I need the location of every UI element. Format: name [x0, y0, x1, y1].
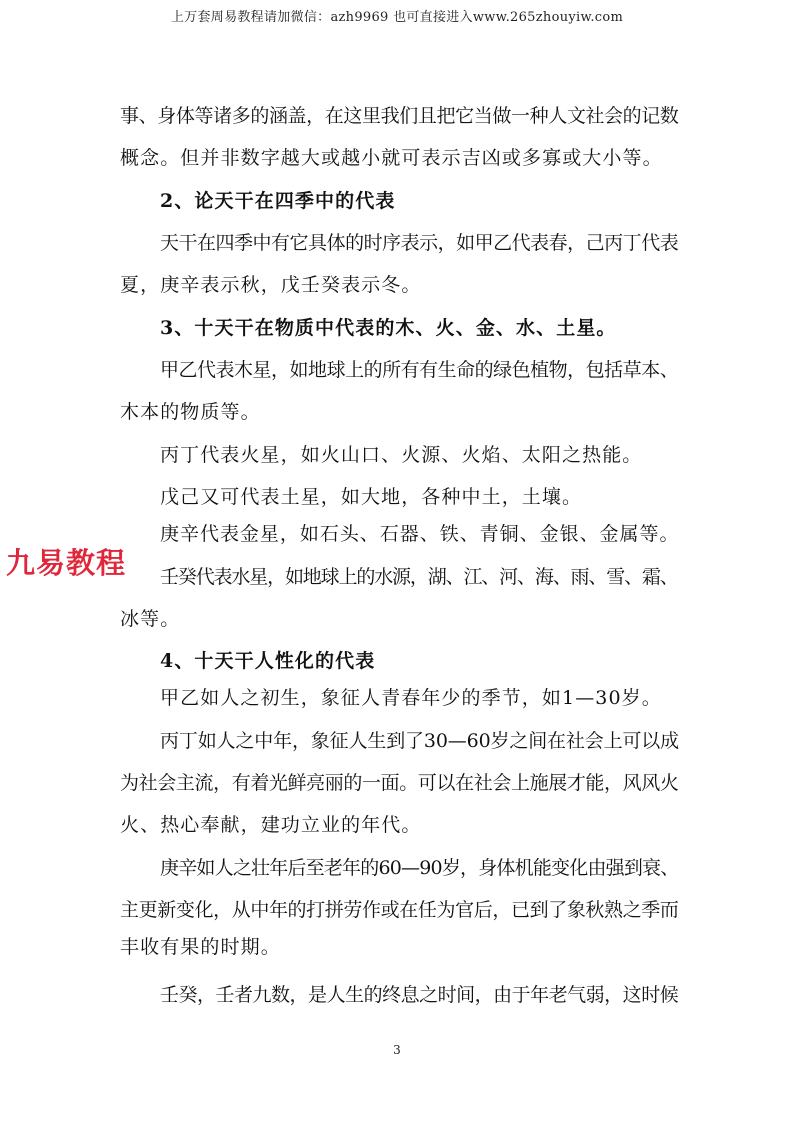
watermark-logo: 九易教程: [6, 546, 127, 580]
body-line: 丙丁代表火星，如火山口、火源、火焰、太阳之热能。: [160, 444, 643, 466]
body-line: 壬癸，壬者九数，是人生的终息之时间，由于年老气弱，这时候: [160, 984, 679, 1006]
body-line: 冰等。: [120, 608, 181, 630]
body-line: 主更新变化，从中年的打拼劳作或在任为官后，已到了象秋熟之季而: [120, 899, 679, 921]
body-line: 事、身体等诸多的涵盖，在这里我们且把它当做一种人文社会的记数: [120, 105, 679, 127]
section-heading: 3、十天干在物质中代表的木、火、金、水、土星。: [160, 317, 617, 339]
body-line: 概念。但并非数字越大或越小就可表示吉凶或多寡或大小等。: [120, 147, 663, 169]
body-line: 壬癸代表水星，如地球上的水源，湖、江、河、海、雨、雪、霜、: [160, 566, 678, 588]
body-line: 庚辛如人之壮年后至老年的60—90岁，身体机能变化由强到衰、: [160, 857, 679, 879]
body-line: 夏，庚辛表示秋，戊壬癸表示冬。: [120, 274, 422, 296]
body-line: 庚辛代表金星，如石头、石器、铁、青铜、金银、金属等。: [160, 523, 680, 545]
body-line: 甲乙代表木星，如地球上的所有有生命的绿色植物，包括草本、: [160, 359, 679, 381]
page-header: 上万套周易教程请加微信：azh9969 也可直接进入www.265zhouyiw.com: [170, 10, 624, 25]
body-line: 丙丁如人之中年，象征人生到了30—60岁之间在社会上可以成: [160, 730, 680, 752]
body-line: 火、热心奉献，建功立业的年代。: [120, 814, 422, 836]
body-line: 天干在四季中有它具体的时序表示，如甲乙代表春，己丙丁代表: [160, 232, 679, 254]
section-heading: 2、论天干在四季中的代表: [160, 190, 396, 212]
page-number: 3: [393, 1043, 401, 1057]
body-line: 木本的物质等。: [120, 401, 261, 423]
body-line: 为社会主流，有着光鲜亮丽的一面。可以在社会上施展才能，风风火: [120, 772, 679, 794]
body-line: 丰收有果的时期。: [120, 936, 281, 958]
body-line: 戊己又可代表土星，如大地，各种中土，土壤。: [160, 486, 583, 508]
body-line: 甲乙如人之初生，象征人青春年少的季节，如1—30岁。: [160, 687, 662, 709]
section-heading: 4、十天干人性化的代表: [160, 650, 376, 672]
